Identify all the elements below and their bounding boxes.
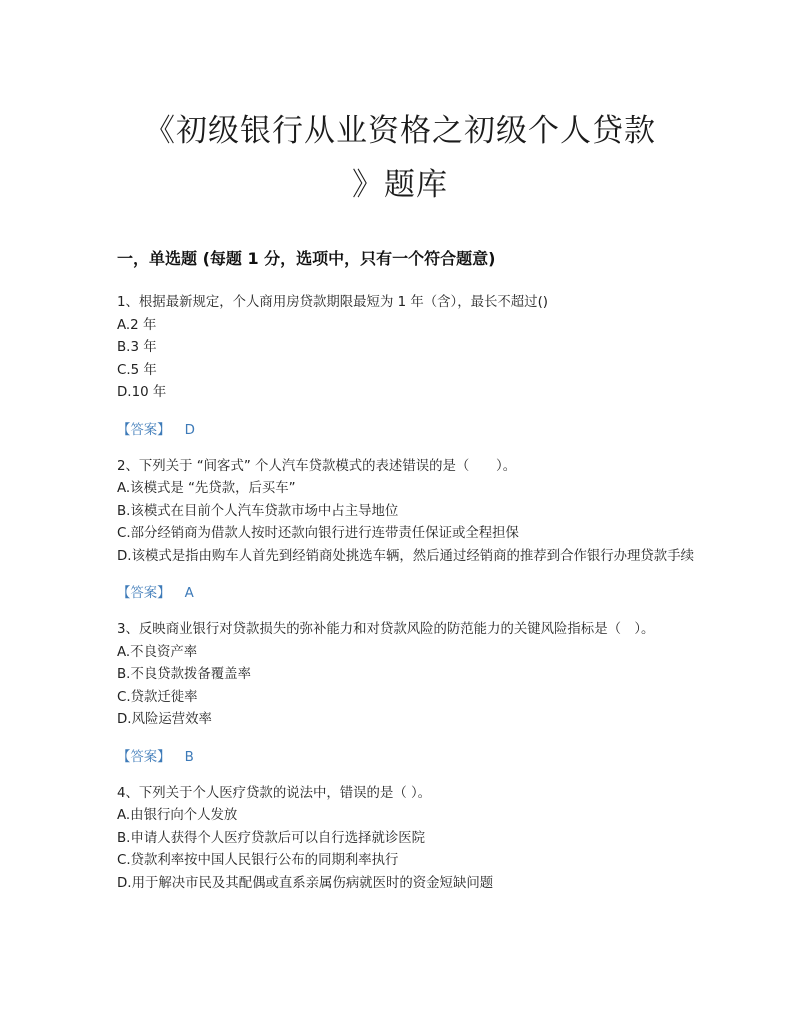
answer-value: B bbox=[184, 749, 194, 765]
answer-label: 【答案】 bbox=[117, 749, 171, 765]
question-1 bbox=[117, 292, 697, 442]
question-2 bbox=[117, 456, 697, 606]
option-b: B.申请人获得个人医疗贷款后可以自行选择就诊医院 bbox=[117, 830, 426, 846]
answer-value: A bbox=[184, 586, 194, 601]
question-3 bbox=[117, 619, 697, 769]
answer-line bbox=[117, 583, 697, 605]
question-4 bbox=[117, 783, 697, 896]
question-stem: 4、下列关于个人医疗贷款的说法中，错误的是（ ）。 bbox=[117, 785, 432, 801]
question-list bbox=[117, 292, 697, 895]
option-d: D.10 年 bbox=[117, 385, 167, 400]
option-a: A.由银行向个人发放 bbox=[117, 808, 238, 823]
option-a: A.2 年 bbox=[117, 317, 157, 333]
document-title bbox=[110, 104, 690, 212]
title-line-1: 《初级银行从业资格之初级个人贷款 bbox=[144, 113, 656, 149]
question-stem: 2、下列关于 “间客式” 个人汽车贷款模式的表述错误的是（ ）。 bbox=[117, 458, 517, 474]
question-stem: 1、根据最新规定，个人商用房贷款期限最短为 1 年（含），最长不超过() bbox=[117, 295, 549, 310]
option-c: C.5 年 bbox=[117, 362, 157, 378]
question-stem: 3、反映商业银行对贷款损失的弥补能力和对贷款风险的防范能力的关键风险指标是（ ）。 bbox=[117, 622, 655, 637]
option-b: B.不良贷款拨备覆盖率 bbox=[117, 667, 251, 682]
answer-label: 【答案】 bbox=[117, 586, 171, 601]
option-d: D.风险运营效率 bbox=[117, 712, 212, 727]
option-a: A.该模式是 “先贷款，后买车” bbox=[117, 481, 296, 496]
option-c: C.贷款利率按中国人民银行公布的同期利率执行 bbox=[117, 853, 399, 868]
option-d: D.用于解决市民及其配偶或直系亲属伤病就医时的资金短缺问题 bbox=[117, 875, 494, 891]
section-heading: 一，单选题 (每题 1 分，选项中，只有一个符合题意) bbox=[117, 249, 496, 268]
option-b: B.该模式在目前个人汽车贷款市场中占主导地位 bbox=[117, 503, 399, 519]
answer-line bbox=[117, 420, 697, 442]
answer-line bbox=[117, 747, 697, 769]
option-c: C.贷款迁徙率 bbox=[117, 689, 198, 705]
title-line-2: 》题库 bbox=[352, 167, 448, 203]
answer-value: D bbox=[184, 422, 195, 438]
answer-label: 【答案】 bbox=[117, 422, 171, 438]
option-c: C.部分经销商为借款人按时还款向银行进行连带责任保证或全程担保 bbox=[117, 526, 519, 541]
option-a: A.不良资产率 bbox=[117, 644, 198, 660]
option-b: B.3 年 bbox=[117, 340, 157, 355]
option-d: D.该模式是指由购车人首先到经销商处挑选车辆，然后通过经销商的推荐到合作银行办理贷款手续 bbox=[117, 548, 694, 564]
